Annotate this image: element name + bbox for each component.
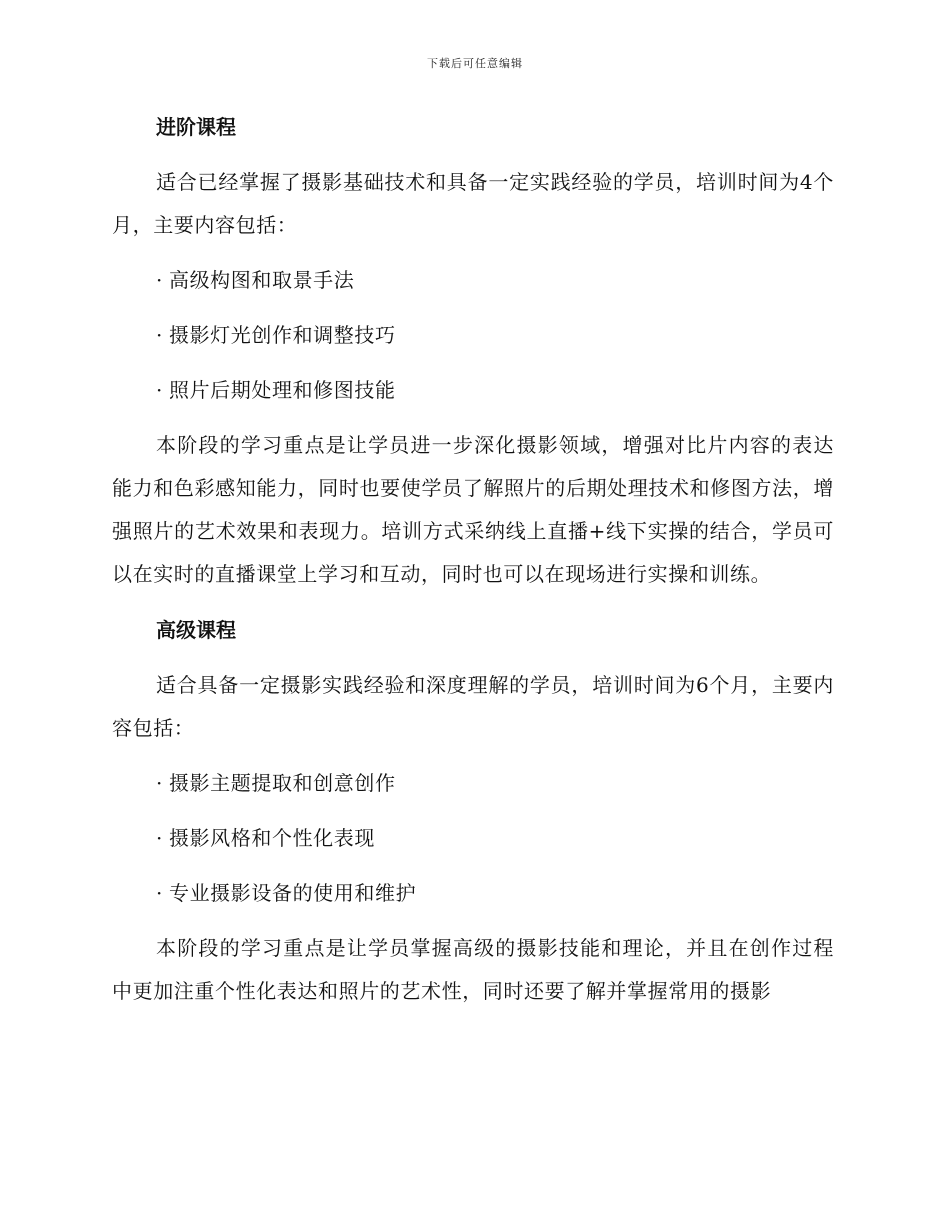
list-item <box>112 817 834 860</box>
list-item-text: 专业摄影设备的使用和维护 <box>168 881 417 905</box>
list-item-text: 照片后期处理和修图技能 <box>168 378 396 402</box>
list-item <box>112 259 834 302</box>
list-item-text: 摄影灯光创作和调整技巧 <box>168 323 396 347</box>
list-item-text: 摄影风格和个性化表现 <box>168 826 375 850</box>
section-summary-senior: 本阶段的学习重点是让学员掌握高级的摄影技能和理论，并且在创作过程中更加注重个性化表达和照片的艺术性，同时还要了解并掌握常用的摄影 <box>112 936 834 1003</box>
bullet-icon: · <box>156 378 163 402</box>
section-title-senior: 高级课程 <box>156 618 236 642</box>
section-summary-advanced: 本阶段的学习重点是让学员进一步深化摄影领域，增强对比片内容的表达能力和色彩感知能力，同时也要使学员了解照片的后期处理技术和修图方法，增强照片的艺术效果和表现力。培训方式采纳线上直播+线下实操的结合，学员可以在实时的直播课堂上学习和互动，同时也可以在现场进行实操和训练。 <box>112 433 834 586</box>
bullet-icon: · <box>156 826 163 850</box>
list-item <box>112 314 834 357</box>
list-item <box>112 369 834 412</box>
section-intro-senior: 适合具备一定摄影实践经验和深度理解的学员，培训时间为6个月，主要内容包括： <box>112 673 834 740</box>
list-item-text: 高级构图和取景手法 <box>168 268 355 292</box>
list-item <box>112 872 834 915</box>
list-item-text: 摄影主题提取和创意创作 <box>168 771 396 795</box>
list-item <box>112 762 834 805</box>
bullet-icon: · <box>156 323 163 347</box>
bullet-icon: · <box>156 268 163 292</box>
section-title-advanced: 进阶课程 <box>156 115 236 139</box>
document-body <box>112 105 834 1025</box>
bullet-icon: · <box>156 771 163 795</box>
page-header-note: 下载后可任意编辑 <box>427 57 523 70</box>
section-intro-advanced: 适合已经掌握了摄影基础技术和具备一定实践经验的学员，培训时间为4个月，主要内容包括： <box>112 170 834 237</box>
bullet-icon: · <box>156 881 163 905</box>
